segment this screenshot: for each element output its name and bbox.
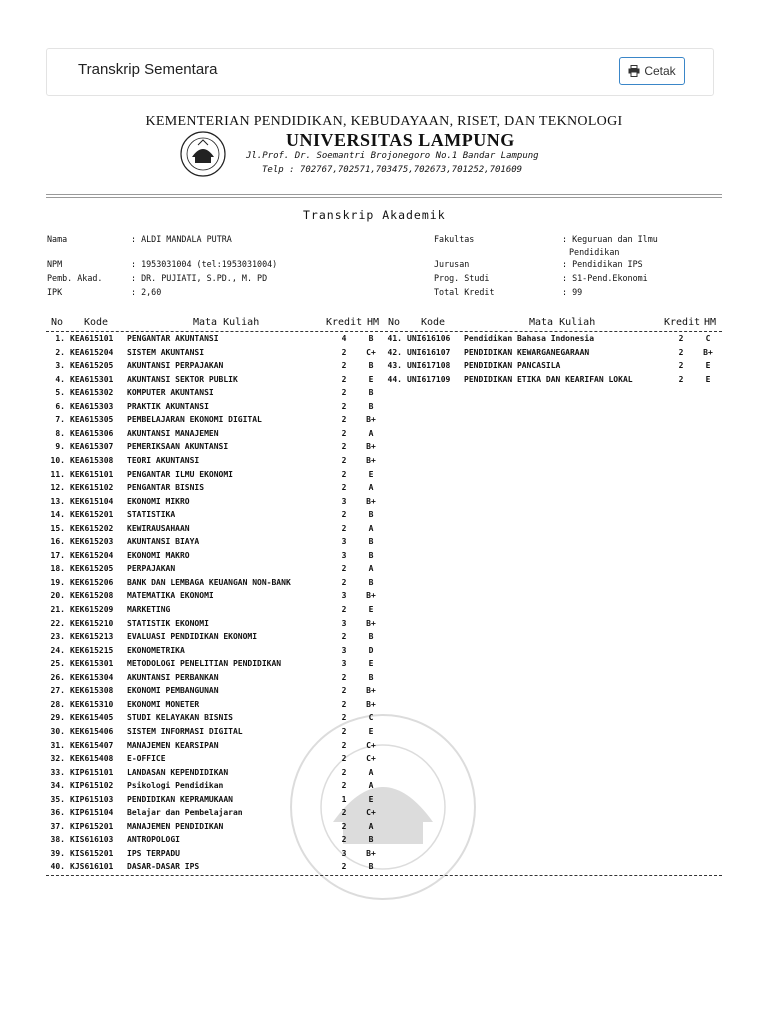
course-no: 22. <box>50 618 65 628</box>
course-no: 10. <box>50 455 65 465</box>
course-grade: C+ <box>366 347 376 357</box>
course-grade: E <box>368 794 374 804</box>
value-npm: : 1953031004 (tel:1953031004) <box>131 259 278 269</box>
course-name: PENDIDIKAN KEPRAMUKAAN <box>127 794 233 804</box>
course-grade: B+ <box>366 442 376 452</box>
course-credit: 2 <box>341 469 347 479</box>
course-grade: B+ <box>366 618 376 628</box>
divider <box>46 194 722 195</box>
course-credit: 2 <box>341 713 347 723</box>
label-npm: NPM <box>47 259 63 269</box>
course-no: 13. <box>50 496 65 506</box>
course-grade: B+ <box>366 591 376 601</box>
course-name: PENGANTAR ILMU EKONOMI <box>127 469 233 479</box>
course-grade: B <box>368 632 374 642</box>
course-grade: A <box>368 781 374 791</box>
course-credit: 2 <box>678 334 684 343</box>
course-name: STATISTIKA <box>127 510 176 520</box>
course-code: KEA615302 <box>70 388 114 398</box>
course-code: KEA615205 <box>70 361 114 371</box>
course-credit: 2 <box>341 740 347 750</box>
course-code: KEK615304 <box>70 672 114 682</box>
course-code: KEK615308 <box>70 686 114 696</box>
course-name: AKUNTANSI BIAYA <box>127 537 200 547</box>
course-name: EVALUASI PENDIDIKAN EKONOMI <box>127 632 258 642</box>
col-header-kode: Kode <box>421 317 446 328</box>
course-grade: E <box>705 374 711 384</box>
course-no: 5. <box>55 388 65 398</box>
course-credit: 2 <box>678 361 684 371</box>
course-code: KEA615307 <box>70 442 114 452</box>
course-no: 3. <box>55 361 65 371</box>
course-grade: E <box>368 374 374 384</box>
course-name: MARKETING <box>127 605 171 614</box>
value-nama: : ALDI MANDALA PUTRA <box>131 234 232 244</box>
course-credit: 2 <box>341 442 347 452</box>
course-no: 43. <box>387 361 402 371</box>
col-header-hm: HM <box>367 317 380 328</box>
course-code: UNI616106 <box>407 334 451 343</box>
course-credit: 2 <box>341 415 347 425</box>
course-grade: A <box>368 767 374 777</box>
course-credit: 2 <box>341 523 347 533</box>
course-name: LANDASAN KEPENDIDIKAN <box>127 767 229 777</box>
course-credit: 2 <box>341 781 347 791</box>
course-no: 39. <box>50 848 65 858</box>
course-name: Belajar dan Pembelajaran <box>127 808 243 818</box>
course-name: PERPAJAKAN <box>127 564 176 574</box>
course-no: 16. <box>50 537 65 547</box>
course-credit: 2 <box>341 726 347 736</box>
course-code: KEK615406 <box>70 726 114 736</box>
course-code: KEA615308 <box>70 455 114 465</box>
course-name: TEORI AKUNTANSI <box>127 455 200 465</box>
course-grade: B+ <box>366 496 376 506</box>
course-code: KEK615210 <box>70 618 114 628</box>
col-header-hm: HM <box>704 317 717 328</box>
value-ipk: : 2,60 <box>131 287 162 297</box>
course-code: KEK615408 <box>70 754 114 764</box>
course-credit: 3 <box>341 496 347 506</box>
course-code: KEK615104 <box>70 496 114 506</box>
course-code: KIS615201 <box>70 848 114 858</box>
course-grade: C <box>705 334 711 343</box>
course-credit: 2 <box>341 374 347 384</box>
course-code: KEK615101 <box>70 469 114 479</box>
course-grade: C+ <box>366 740 376 750</box>
course-credit: 3 <box>341 645 347 655</box>
course-name: KEWIRAUSAHAAN <box>127 523 190 533</box>
course-no: 7. <box>55 415 65 425</box>
course-no: 41. <box>387 334 402 343</box>
course-code: KIP615104 <box>70 808 114 818</box>
course-no: 24. <box>50 645 65 655</box>
course-no: 30. <box>50 726 65 736</box>
course-no: 21. <box>50 605 65 614</box>
course-name: AKUNTANSI MANAJEMEN <box>127 428 219 438</box>
course-name: SISTEM INFORMASI DIGITAL <box>127 726 243 736</box>
course-name: STATISTIK EKONOMI <box>127 618 209 628</box>
value-jurusan: : Pendidikan IPS <box>562 259 643 269</box>
university-name: UNIVERSITAS LAMPUNG <box>286 130 515 150</box>
course-no: 42. <box>387 347 402 357</box>
label-jurusan: Jurusan <box>434 259 470 269</box>
course-credit: 2 <box>341 754 347 764</box>
col-header-kredit: Kredit <box>326 317 363 328</box>
col-header-no: No <box>388 317 401 328</box>
course-grade: B <box>368 577 374 587</box>
value-prodi: : S1-Pend.Ekonomi <box>562 273 648 283</box>
course-no: 12. <box>50 483 65 493</box>
university-phone: Telp : 702767,702571,703475,702673,701252,701609 <box>262 165 523 175</box>
course-name: MATEMATIKA EKONOMI <box>127 591 214 601</box>
course-name: EKONOMI MIKRO <box>127 496 190 506</box>
course-grade: A <box>368 564 374 574</box>
course-grade: B <box>368 835 374 845</box>
course-no: 6. <box>55 401 65 411</box>
course-grade: D <box>368 645 374 655</box>
course-name: IPS TERPADU <box>127 848 180 858</box>
course-no: 9. <box>55 442 65 452</box>
course-grade: E <box>705 361 711 371</box>
course-no: 44. <box>387 374 402 384</box>
course-name: EKONOMI MONETER <box>127 699 200 709</box>
course-credit: 3 <box>341 618 347 628</box>
course-no: 2. <box>55 347 65 357</box>
course-grade: C+ <box>366 754 376 764</box>
value-pa: : DR. PUJIATI, S.PD., M. PD <box>131 273 268 283</box>
course-no: 35. <box>50 794 65 804</box>
course-credit: 2 <box>341 483 347 493</box>
course-name: E-OFFICE <box>127 754 166 764</box>
table-header-divider <box>46 331 722 332</box>
course-grade: B+ <box>366 699 376 709</box>
course-no: 20. <box>50 591 65 601</box>
course-grade: B <box>368 361 374 371</box>
course-name: PENGANTAR BISNIS <box>127 483 205 493</box>
course-grade: C <box>368 713 374 723</box>
course-code: KEK615203 <box>70 537 114 547</box>
col-header-no: No <box>51 317 64 328</box>
course-credit: 4 <box>341 334 347 343</box>
course-no: 33. <box>50 767 65 777</box>
course-grade: B <box>368 550 374 560</box>
course-name: BANK DAN LEMBAGA KEUANGAN NON-BANK <box>127 577 291 587</box>
course-grade: B+ <box>703 347 713 357</box>
course-credit: 2 <box>341 361 347 371</box>
course-credit: 3 <box>341 848 347 858</box>
course-no: 31. <box>50 740 65 750</box>
course-code: KEA615306 <box>70 428 114 438</box>
course-credit: 2 <box>341 347 347 357</box>
col-header-kode: Kode <box>84 317 109 328</box>
course-no: 19. <box>50 577 65 587</box>
label-ipk: IPK <box>47 287 63 297</box>
course-no: 11. <box>50 469 65 479</box>
value-total-kredit: : 99 <box>562 287 583 297</box>
course-code: KEK615213 <box>70 632 114 642</box>
course-credit: 2 <box>341 388 347 398</box>
course-grade: E <box>368 469 374 479</box>
course-code: KJS616101 <box>70 862 114 872</box>
course-name: PEMERIKSAAN AKUNTANSI <box>127 442 229 452</box>
course-name: PENDIDIKAN KEWARGANEGARAAN <box>464 347 590 357</box>
course-grade: B <box>368 672 374 682</box>
col-header-mk: Mata Kuliah <box>529 317 596 328</box>
course-no: 38. <box>50 835 65 845</box>
course-credit: 2 <box>341 699 347 709</box>
course-name: AKUNTANSI SEKTOR PUBLIK <box>127 374 238 384</box>
course-grade: B <box>368 334 374 343</box>
course-credit: 2 <box>341 455 347 465</box>
course-code: UNI617108 <box>407 361 451 371</box>
col-header-mk: Mata Kuliah <box>193 317 260 328</box>
course-name: EKONOMETRIKA <box>127 645 185 655</box>
course-credit: 2 <box>678 374 684 384</box>
course-credit: 2 <box>341 808 347 818</box>
course-grade: B+ <box>366 415 376 425</box>
course-name: PENDIDIKAN ETIKA DAN KEARIFAN LOKAL <box>464 374 633 384</box>
course-grade: B <box>368 537 374 547</box>
course-no: 25. <box>50 659 65 669</box>
course-grade: B+ <box>366 848 376 858</box>
course-name: PENGANTAR AKUNTANSI <box>127 334 219 343</box>
label-fakultas: Fakultas <box>434 234 475 244</box>
university-address: Jl.Prof. Dr. Soemantri Brojonegoro No.1 Bandar Lampung <box>246 151 539 161</box>
course-code: KEK615310 <box>70 699 114 709</box>
label-pa: Pemb. Akad. <box>47 273 103 283</box>
course-code: KIP615201 <box>70 821 114 831</box>
course-grade: E <box>368 605 374 614</box>
course-no: 28. <box>50 699 65 709</box>
print-button-label: Cetak <box>644 64 676 78</box>
course-grade: E <box>368 659 374 669</box>
course-grade: A <box>368 523 374 533</box>
course-grade: A <box>368 483 374 493</box>
course-no: 26. <box>50 672 65 682</box>
course-grade: B <box>368 388 374 398</box>
course-credit: 3 <box>341 537 347 547</box>
course-no: 8. <box>55 428 65 438</box>
course-grade: B <box>368 401 374 411</box>
course-no: 17. <box>50 550 65 560</box>
course-grade: B+ <box>366 455 376 465</box>
course-no: 37. <box>50 821 65 831</box>
course-no: 36. <box>50 808 65 818</box>
course-name: Psikologi Pendidikan <box>127 781 224 791</box>
course-no: 14. <box>50 510 65 520</box>
university-logo <box>180 131 226 177</box>
course-code: KEK615407 <box>70 740 114 750</box>
course-code: KEK615208 <box>70 591 114 601</box>
course-credit: 2 <box>341 632 347 642</box>
course-name: EKONOMI PEMBANGUNAN <box>127 686 219 696</box>
course-name: PENDIDIKAN PANCASILA <box>464 361 561 371</box>
course-code: KIS616103 <box>70 835 114 845</box>
course-code: KEK615201 <box>70 510 114 520</box>
course-name: SISTEM AKUNTANSI <box>127 347 205 357</box>
course-code: KEK615206 <box>70 577 114 587</box>
course-name: MANAJEMEN KEARSIPAN <box>127 740 219 750</box>
course-grade: A <box>368 821 374 831</box>
course-code: KEK615405 <box>70 713 114 723</box>
course-name: METODOLOGI PENELITIAN PENDIDIKAN <box>127 659 282 669</box>
course-credit: 2 <box>341 510 347 520</box>
course-grade: E <box>368 726 374 736</box>
course-no: 23. <box>50 632 65 642</box>
course-code: UNI617109 <box>407 374 451 384</box>
course-grade: C+ <box>366 808 376 818</box>
header-panel <box>46 48 714 96</box>
course-credit: 2 <box>341 835 347 845</box>
course-name: AKUNTANSI PERBANKAN <box>127 672 219 682</box>
course-credit: 2 <box>341 605 347 614</box>
course-code: UNI616107 <box>407 347 451 357</box>
course-code: KIP615102 <box>70 781 114 791</box>
course-code: KEK615204 <box>70 550 114 560</box>
course-no: 18. <box>50 564 65 574</box>
course-no: 34. <box>50 781 65 791</box>
course-code: KEK615202 <box>70 523 114 533</box>
course-code: KEA615305 <box>70 415 114 425</box>
course-name: DASAR-DASAR IPS <box>127 862 200 872</box>
course-no: 40. <box>50 862 65 872</box>
value-fakultas: : Keguruan dan Ilmu <box>562 234 658 244</box>
course-no: 32. <box>50 754 65 764</box>
course-no: 27. <box>50 686 65 696</box>
course-credit: 2 <box>341 767 347 777</box>
course-code: KIP615101 <box>70 767 114 777</box>
course-name: MANAJEMEN PENDIDIKAN <box>127 821 224 831</box>
course-credit: 2 <box>341 862 347 872</box>
course-code: KIP615103 <box>70 794 114 804</box>
course-credit: 2 <box>341 821 347 831</box>
course-credit: 2 <box>341 564 347 574</box>
course-grade: B+ <box>366 686 376 696</box>
print-button[interactable] <box>619 57 685 85</box>
label-nama: Nama <box>47 234 68 244</box>
course-no: 1. <box>55 334 65 343</box>
course-no: 29. <box>50 713 65 723</box>
course-no: 4. <box>55 374 65 384</box>
course-grade: B <box>368 510 374 520</box>
course-code: KEA615303 <box>70 401 114 411</box>
course-credit: 3 <box>341 659 347 669</box>
course-name: PRAKTIK AKUNTANSI <box>127 401 209 411</box>
course-code: KEK615205 <box>70 564 114 574</box>
course-credit: 2 <box>341 686 347 696</box>
course-code: KEA615101 <box>70 334 114 343</box>
course-credit: 2 <box>341 401 347 411</box>
course-credit: 3 <box>341 550 347 560</box>
course-no: 15. <box>50 523 65 533</box>
course-name: AKUNTANSI PERPAJAKAN <box>127 361 224 371</box>
value-fakultas-2: Pendidikan <box>569 247 620 257</box>
course-credit: 2 <box>341 672 347 682</box>
course-code: KEA615301 <box>70 374 114 384</box>
course-credit: 2 <box>341 428 347 438</box>
label-prodi: Prog. Studi <box>434 273 490 283</box>
course-name: KOMPUTER AKUNTANSI <box>127 388 214 398</box>
course-credit: 2 <box>678 347 684 357</box>
course-grade: A <box>368 428 374 438</box>
course-code: KEK615102 <box>70 483 114 493</box>
course-grade: B <box>368 862 374 872</box>
course-code: KEK615215 <box>70 645 114 655</box>
course-code: KEA615204 <box>70 347 114 357</box>
course-code: KEK615301 <box>70 659 114 669</box>
col-header-kredit: Kredit <box>664 317 701 328</box>
table-bottom-divider <box>46 875 722 876</box>
course-name: EKONOMI MAKRO <box>127 550 190 560</box>
document-title: Transkrip Akademik <box>303 208 446 222</box>
course-name: ANTROPOLOGI <box>127 835 180 845</box>
course-code: KEK615209 <box>70 605 114 614</box>
course-name: Pendidikan Bahasa Indonesia <box>464 334 595 343</box>
label-total-kredit: Total Kredit <box>434 287 495 297</box>
divider <box>46 197 722 198</box>
printer-icon <box>628 65 640 77</box>
course-credit: 3 <box>341 591 347 601</box>
course-name: PEMBELAJARAN EKONOMI DIGITAL <box>127 415 262 425</box>
course-credit: 2 <box>341 577 347 587</box>
course-name: STUDI KELAYAKAN BISNIS <box>127 713 233 723</box>
ministry-name: KEMENTERIAN PENDIDIKAN, KEBUDAYAAN, RISET, DAN TEKNOLOGI <box>145 114 623 129</box>
page-title: Transkrip Sementara <box>78 61 218 78</box>
course-credit: 1 <box>341 794 347 804</box>
